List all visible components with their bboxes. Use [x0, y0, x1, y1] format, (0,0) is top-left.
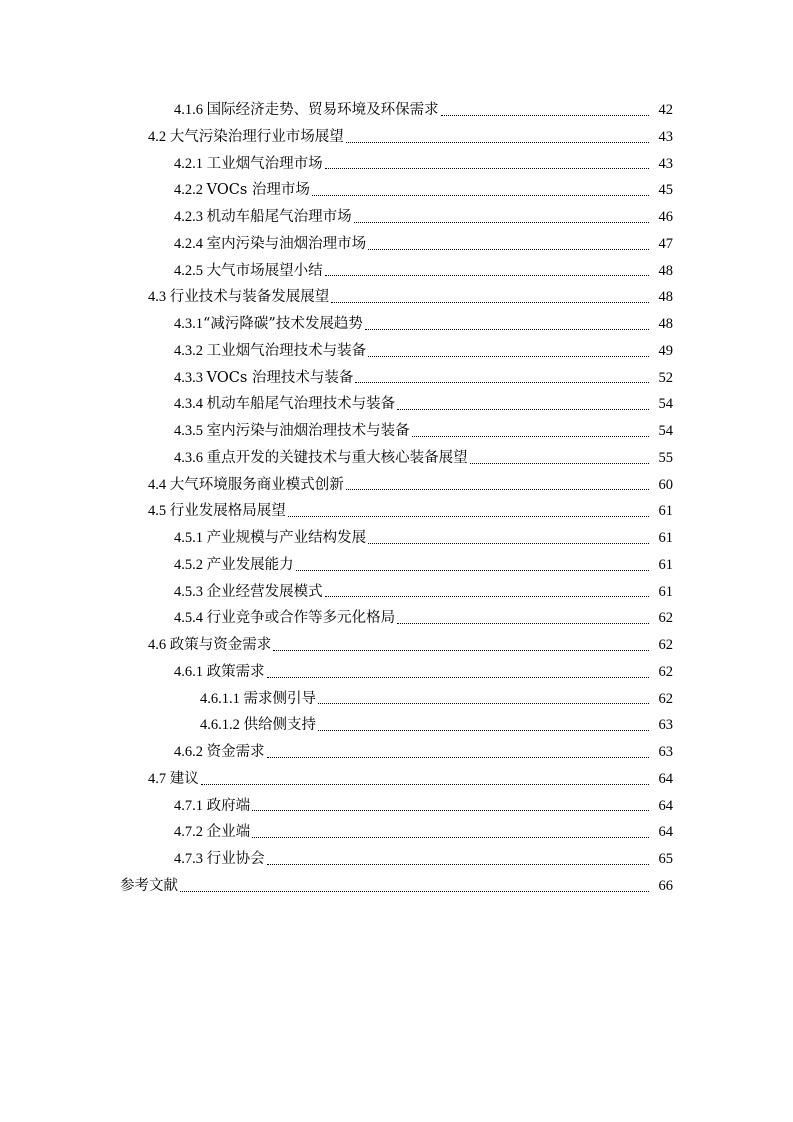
toc-title: “减污降碳”技术发展趋势: [203, 316, 363, 333]
toc-page-number: 54: [658, 396, 673, 413]
toc-title: 室内污染与油烟治理市场: [206, 235, 367, 252]
toc-leader-dots: [331, 302, 649, 303]
toc-number: 4.2.1: [174, 155, 207, 172]
toc-entry[interactable]: [0, 498, 793, 525]
toc-page-number: 47: [658, 235, 673, 252]
toc-title: 行业发展格局展望: [169, 503, 286, 520]
toc-leader-dots: [397, 623, 649, 624]
toc-title: 机动车船尾气治理市场: [206, 209, 352, 226]
toc-leader-dots: [325, 596, 649, 597]
toc-number: 4.7.3: [174, 851, 207, 868]
toc-leader-dots: [325, 168, 649, 169]
toc-entry[interactable]: [0, 151, 793, 178]
toc-entry[interactable]: [0, 311, 793, 338]
toc-page-number: 62: [658, 637, 673, 654]
toc-page-number: 62: [658, 690, 673, 707]
toc-page-number: 65: [658, 851, 673, 868]
toc-page-number: 61: [658, 583, 673, 600]
toc-page-number: 64: [658, 824, 673, 841]
toc-title: VOCs 治理市场: [206, 182, 310, 199]
toc-entry[interactable]: [0, 204, 793, 231]
toc-leader-dots: [397, 409, 649, 410]
toc-page-number: 64: [658, 770, 673, 787]
toc-page-number: 62: [658, 610, 673, 627]
toc-entry[interactable]: [0, 846, 793, 873]
toc-leader-dots: [346, 489, 649, 490]
toc-leader-dots: [318, 730, 649, 731]
toc-leader-dots: [368, 543, 649, 544]
table-of-contents: [0, 97, 793, 900]
toc-entry[interactable]: [0, 97, 793, 124]
toc-number: 4.5.4: [174, 610, 207, 627]
toc-number: 4.6.2: [174, 744, 207, 761]
toc-title: 大气污染治理行业市场展望: [169, 128, 344, 145]
toc-page-number: 63: [658, 717, 673, 734]
toc-title: 资金需求: [206, 744, 265, 761]
toc-entry[interactable]: [0, 418, 793, 445]
toc-title: 产业发展能力: [206, 556, 294, 573]
toc-entry[interactable]: [0, 605, 793, 632]
toc-number: 4.2.4: [174, 235, 207, 252]
toc-leader-dots: [201, 784, 649, 785]
toc-entry[interactable]: [0, 659, 793, 686]
toc-number: 4.6: [148, 637, 170, 654]
toc-entry[interactable]: [0, 819, 793, 846]
toc-leader-dots: [355, 382, 649, 383]
toc-number: 4.2: [148, 128, 170, 145]
toc-entry[interactable]: [0, 365, 793, 392]
toc-leader-dots: [325, 275, 649, 276]
toc-page-number: 48: [658, 289, 673, 306]
toc-title: 政策与资金需求: [169, 637, 272, 654]
toc-leader-dots: [267, 757, 649, 758]
toc-number: 4.3.2: [174, 342, 207, 359]
toc-entry[interactable]: [0, 177, 793, 204]
toc-title: 企业经营发展模式: [206, 583, 323, 600]
toc-title: 大气市场展望小结: [206, 262, 323, 279]
toc-title: VOCs 治理技术与装备: [206, 369, 354, 386]
toc-leader-dots: [296, 570, 649, 571]
toc-number: 4.7.2: [174, 824, 207, 841]
toc-leader-dots: [267, 864, 649, 865]
toc-title: 机动车船尾气治理技术与装备: [206, 396, 396, 413]
toc-number: 4.6.1.1: [200, 690, 244, 707]
toc-page-number: 46: [658, 209, 673, 226]
toc-title: 行业竞争或合作等多元化格局: [206, 610, 396, 627]
toc-number: 4.5: [148, 503, 170, 520]
toc-entry[interactable]: [0, 579, 793, 606]
toc-number: 4.3.4: [174, 396, 207, 413]
toc-number: 4.5.2: [174, 556, 207, 573]
toc-leader-dots: [288, 516, 649, 517]
toc-number: 4.3.3: [174, 369, 207, 386]
toc-entry[interactable]: [0, 391, 793, 418]
toc-entry[interactable]: [0, 873, 793, 900]
toc-title: 行业技术与装备发展展望: [169, 289, 330, 306]
toc-page-number: 48: [658, 316, 673, 333]
toc-number: 4.3: [148, 289, 170, 306]
toc-title: 行业协会: [206, 851, 265, 868]
toc-leader-dots: [470, 463, 649, 464]
toc-page-number: 60: [658, 476, 673, 493]
toc-leader-dots: [354, 222, 649, 223]
toc-leader-dots: [441, 115, 649, 116]
toc-page-number: 61: [658, 503, 673, 520]
toc-entry[interactable]: [0, 124, 793, 151]
toc-title: 建议: [169, 770, 199, 787]
toc-title: 工业烟气治理技术与装备: [206, 342, 367, 359]
toc-title: 室内污染与油烟治理技术与装备: [206, 423, 410, 440]
toc-number: 4.2.3: [174, 209, 207, 226]
toc-page-number: 45: [658, 182, 673, 199]
toc-page-number: 43: [658, 155, 673, 172]
toc-page-number: 63: [658, 744, 673, 761]
toc-leader-dots: [346, 142, 649, 143]
toc-number: 4.7: [148, 770, 170, 787]
toc-number: 4.3.1: [174, 316, 203, 333]
toc-entry[interactable]: [0, 712, 793, 739]
toc-page-number: 42: [658, 102, 673, 119]
toc-page-number: 55: [658, 449, 673, 466]
toc-page-number: 61: [658, 556, 673, 573]
toc-page-number: 49: [658, 342, 673, 359]
toc-title: 重点开发的关键技术与重大核心装备展望: [206, 449, 468, 466]
toc-number: 4.6.1.2: [200, 717, 244, 734]
toc-title: 需求侧引导: [243, 690, 316, 707]
toc-entry[interactable]: [0, 525, 793, 552]
toc-page-number: 62: [658, 663, 673, 680]
toc-number: 4.5.3: [174, 583, 207, 600]
toc-leader-dots: [252, 837, 649, 838]
toc-entry[interactable]: [0, 686, 793, 713]
toc-entry[interactable]: [0, 258, 793, 285]
toc-page-number: 61: [658, 530, 673, 547]
toc-entry[interactable]: [0, 338, 793, 365]
toc-title: 企业端: [206, 824, 251, 841]
toc-page-number: 54: [658, 423, 673, 440]
toc-leader-dots: [412, 436, 649, 437]
toc-leader-dots: [312, 195, 649, 196]
toc-number: 4.2.2: [174, 182, 207, 199]
toc-entry[interactable]: [0, 632, 793, 659]
toc-title: 政策需求: [206, 663, 265, 680]
toc-title: 参考文献: [120, 877, 178, 894]
toc-entry[interactable]: [0, 231, 793, 258]
toc-number: 4.2.5: [174, 262, 207, 279]
toc-title: 工业烟气治理市场: [206, 155, 323, 172]
toc-leader-dots: [252, 810, 649, 811]
toc-number: 4.4: [148, 476, 170, 493]
toc-page-number: 52: [658, 369, 673, 386]
toc-page-number: 66: [658, 877, 673, 894]
toc-number: 4.5.1: [174, 530, 207, 547]
toc-entry[interactable]: [0, 284, 793, 311]
toc-page-number: 43: [658, 128, 673, 145]
toc-title: 政府端: [206, 797, 251, 814]
toc-title: 大气环境服务商业模式创新: [169, 476, 344, 493]
toc-leader-dots: [318, 703, 649, 704]
toc-entry[interactable]: [0, 739, 793, 766]
toc-number: 4.3.5: [174, 423, 207, 440]
toc-entry[interactable]: [0, 793, 793, 820]
toc-title: 国际经济走势、贸易环境及环保需求: [206, 102, 439, 119]
toc-page-number: 48: [658, 262, 673, 279]
toc-leader-dots: [273, 650, 649, 651]
toc-leader-dots: [180, 891, 649, 892]
toc-number: 4.7.1: [174, 797, 207, 814]
toc-entry[interactable]: [0, 552, 793, 579]
toc-leader-dots: [365, 329, 649, 330]
toc-leader-dots: [267, 677, 649, 678]
toc-leader-dots: [368, 356, 649, 357]
toc-entry[interactable]: [0, 766, 793, 793]
toc-entry[interactable]: [0, 472, 793, 499]
toc-entry[interactable]: [0, 445, 793, 472]
toc-number: 4.1.6: [174, 102, 207, 119]
toc-page-number: 64: [658, 797, 673, 814]
toc-title: 产业规模与产业结构发展: [206, 530, 367, 547]
toc-leader-dots: [368, 249, 649, 250]
toc-number: 4.3.6: [174, 449, 207, 466]
toc-title: 供给侧支持: [243, 717, 316, 734]
toc-number: 4.6.1: [174, 663, 207, 680]
